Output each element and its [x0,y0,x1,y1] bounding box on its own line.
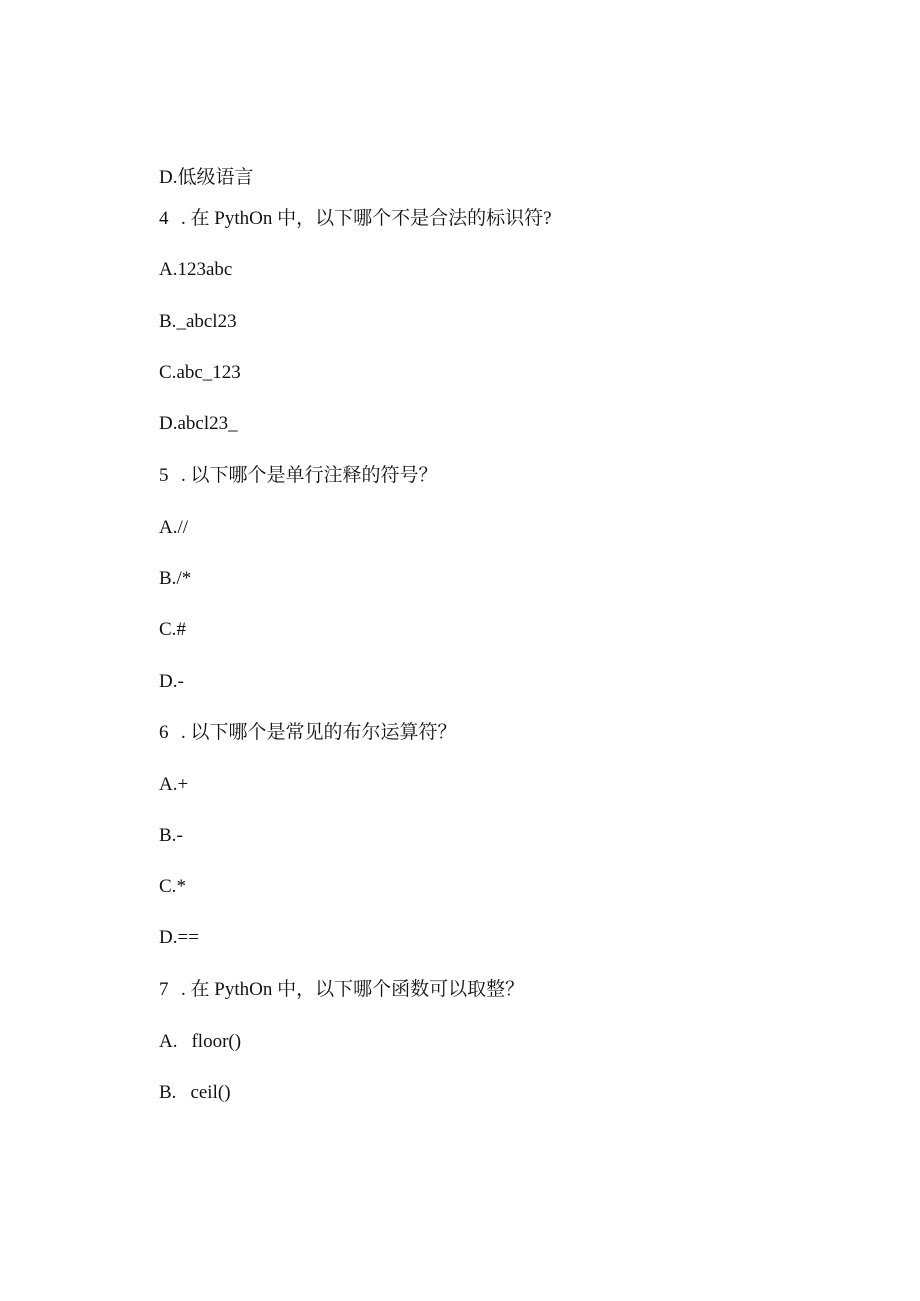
option-label: A. [159,517,178,538]
question-text: . 在 PythOn 中，以下哪个不是合法的标识符? [181,208,552,229]
option-line [159,166,254,190]
option-text: 123abc [177,259,233,280]
question-number: 4 [159,208,169,229]
question-number: 5 [159,465,169,486]
option-label: C. [159,876,177,897]
option-line [159,412,238,436]
question-text: . 以下哪个是常见的布尔运算符？ [181,722,457,743]
option-line [159,618,186,642]
option-label: C. [159,362,177,383]
question-text: . 在 PythOn 中，以下哪个函数可以取整？ [181,979,525,1000]
option-text: /* [176,568,192,589]
question-line [159,721,457,745]
question-line [159,207,552,231]
option-text: abcl23_ [177,413,238,434]
option-line [159,361,241,385]
option-line [159,875,186,899]
option-line [159,670,184,694]
option-line [159,516,188,540]
option-text: + [177,774,189,795]
option-text: // [177,517,189,538]
option-label: B. [159,1082,177,1103]
option-label: D. [159,167,178,188]
option-line [159,1081,231,1105]
option-line [159,824,183,848]
option-text: - [176,825,183,846]
option-line [159,926,199,950]
question-line [159,978,524,1002]
option-text: * [176,876,186,897]
option-label: D. [159,671,178,692]
question-text: . 以下哪个是单行注释的符号？ [181,465,438,486]
option-label: B. [159,311,177,332]
option-text: abc_123 [176,362,241,383]
option-label: B. [159,568,177,589]
option-text: 低级语言 [177,167,254,188]
option-text: == [177,927,199,948]
option-line [159,773,188,797]
option-text: # [176,619,186,640]
option-line [159,1030,241,1054]
option-text: - [177,671,184,692]
option-label: B. [159,825,177,846]
option-label: D. [159,927,178,948]
option-line [159,567,191,591]
option-line [159,258,232,282]
option-text: _abcl23 [176,311,237,332]
option-label: C. [159,619,177,640]
question-number: 6 [159,722,169,743]
option-label: D. [159,413,178,434]
option-line [159,310,237,334]
option-label: A. [159,1031,178,1052]
option-text: ceil() [190,1082,231,1103]
option-text: floor() [191,1031,242,1052]
option-label: A. [159,774,178,795]
question-line [159,464,438,488]
option-label: A. [159,259,178,280]
question-number: 7 [159,979,169,1000]
